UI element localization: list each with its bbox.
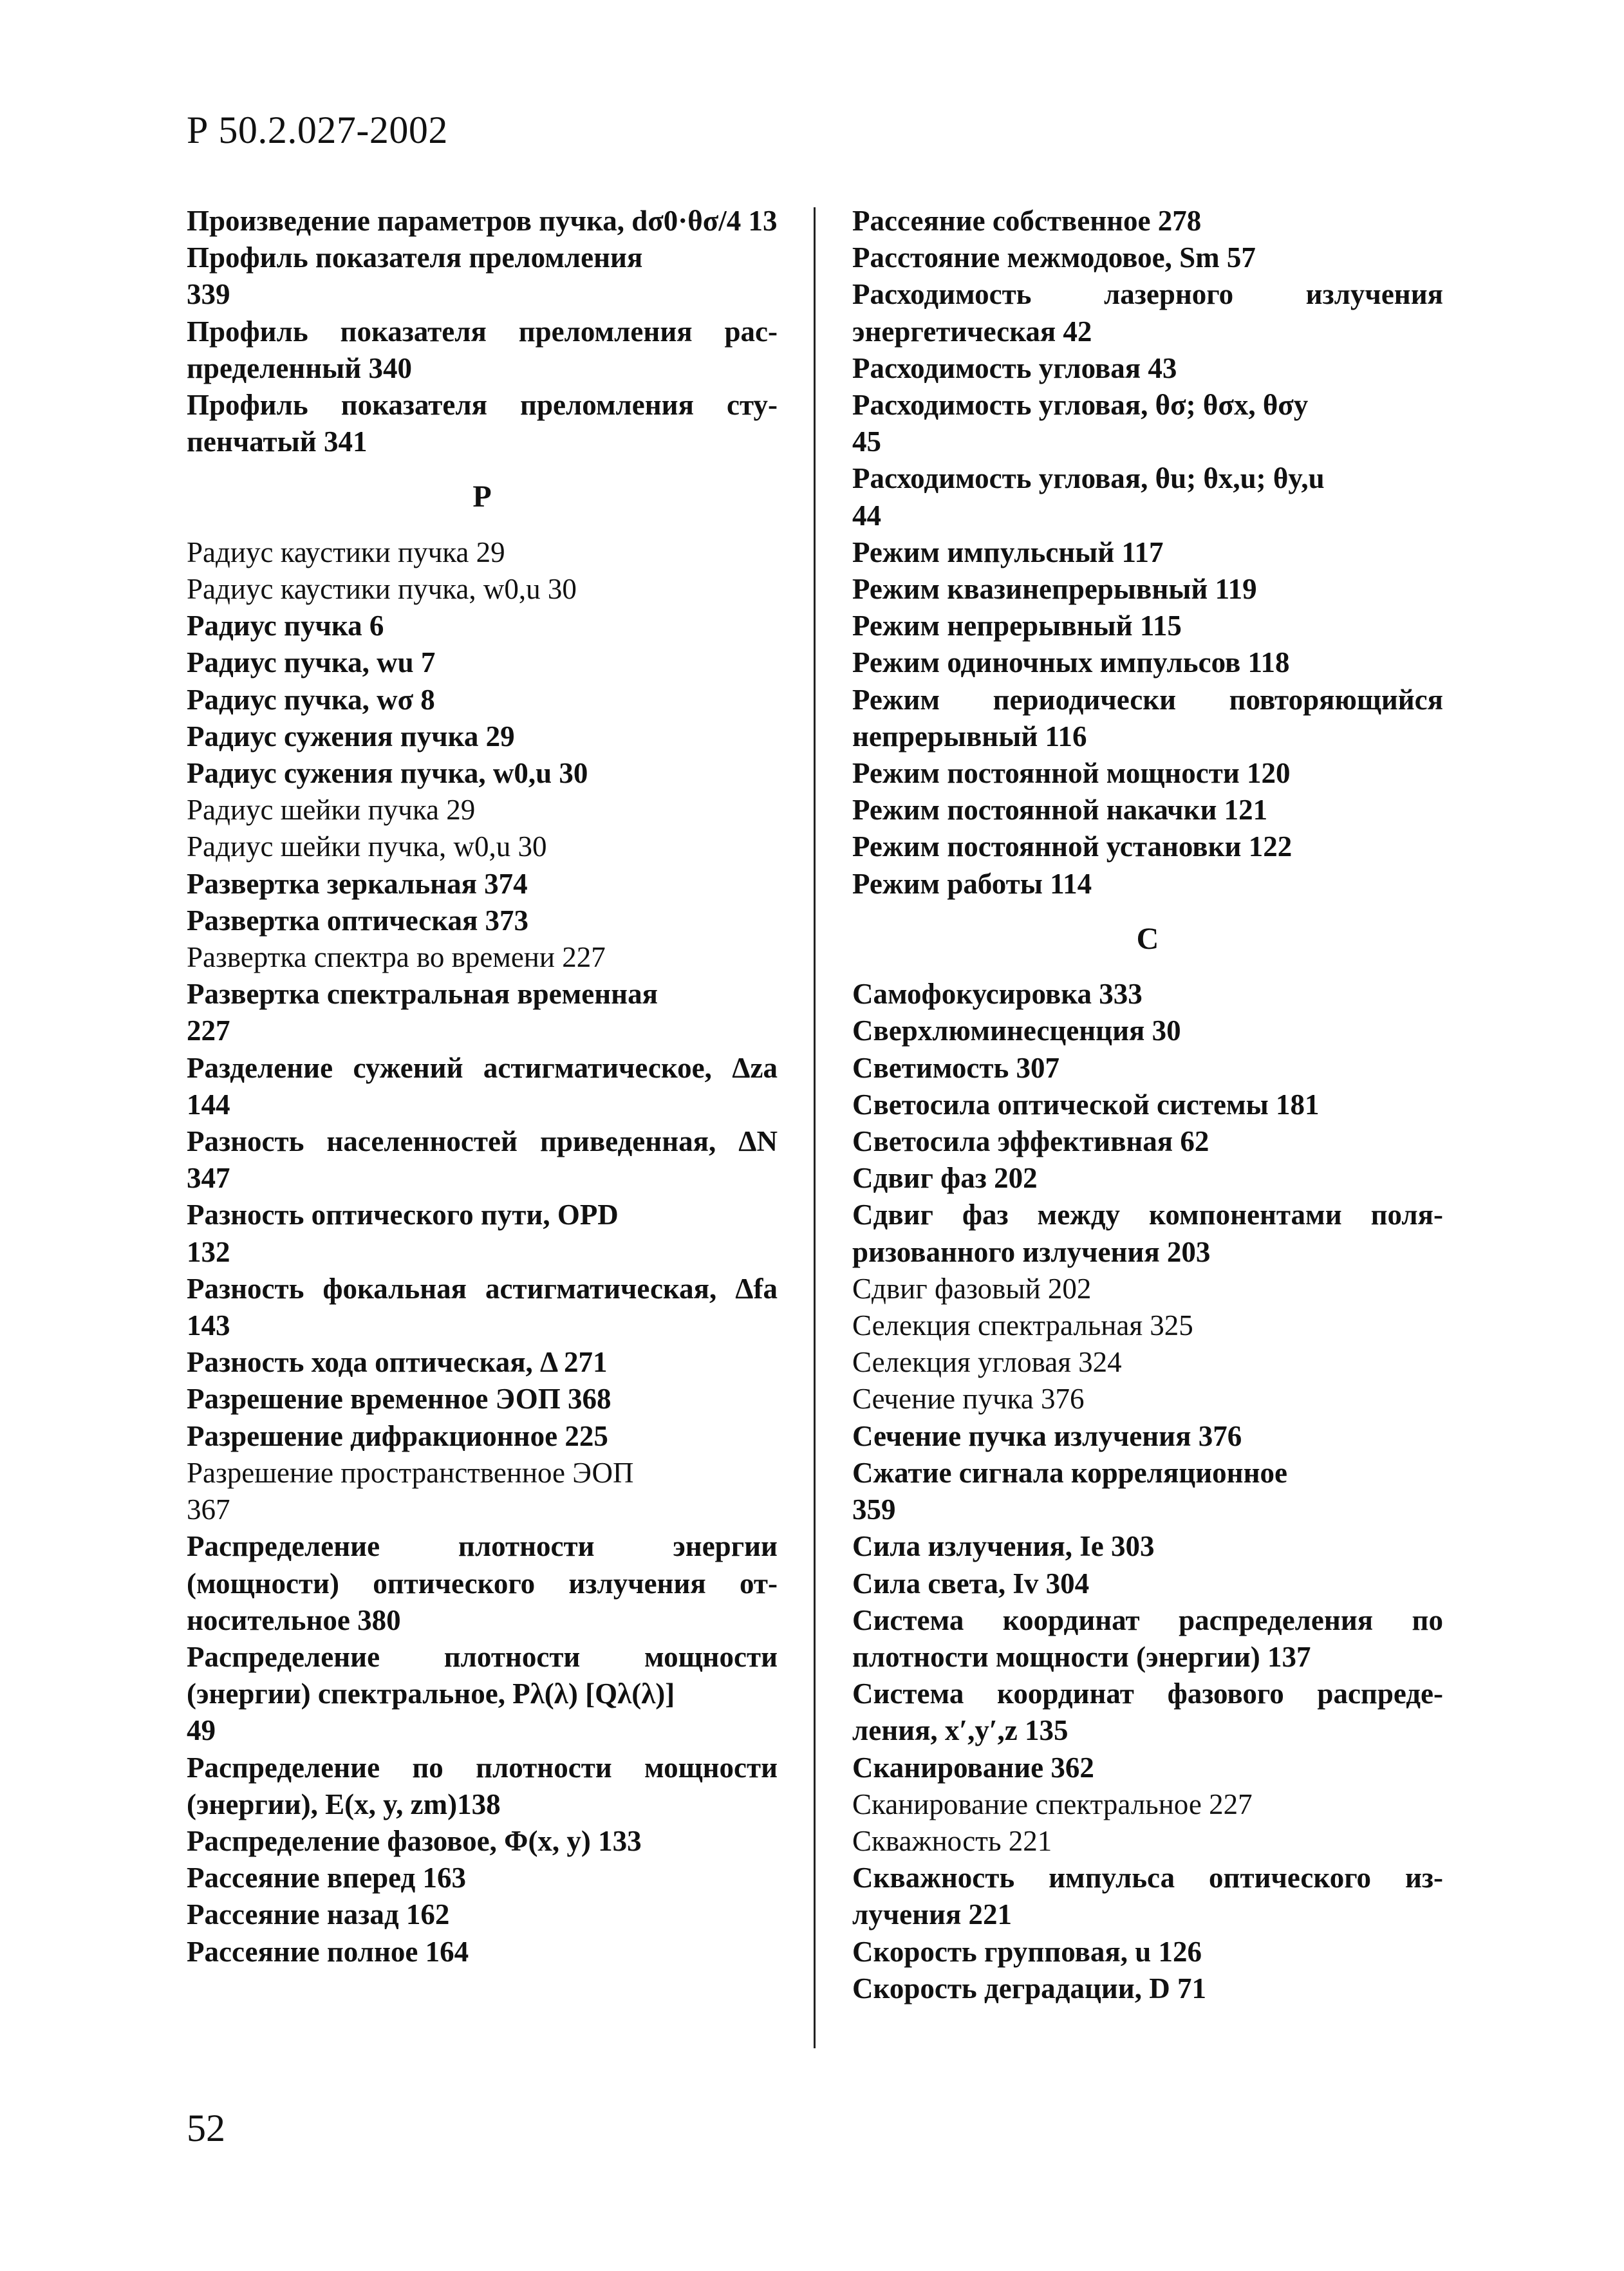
index-entry: Система координат распределения по плотности мощности (энергии) 137 [852,1603,1443,1673]
index-entry: Сила света, Iv 304 [852,1567,1090,1600]
index-entry: Расстояние межмодовое, Sm 57 [852,241,1256,274]
index-entry: Распределение плотности энергии (мощности) оптического излучения от-носительное 380 [187,1530,778,1636]
index-entry: Расходимость угловая 43 [852,351,1177,384]
index-entry: Сжатие сигнала корреляционное 359 [852,1456,1288,1526]
index-entry: Развертка оптическая 373 [187,904,529,937]
index-entry: Развертка спектральная временная 227 [187,978,658,1047]
index-entry: Сканирование 362 [852,1751,1094,1784]
index-entry: Развертка зеркальная 374 [187,867,528,900]
index-entry: Сканирование спектральное 227 [852,1788,1253,1820]
index-entry: Скважность импульса оптического из-лучения 221 [852,1862,1443,1931]
index-entry: Рассеяние собственное 278 [852,205,1202,237]
index-entry: Режим постоянной установки 122 [852,830,1293,863]
index-column-right [852,203,1443,2007]
index-entry: Распределение по плотности мощности (энергии), E(x, y, zm)138 [187,1751,778,1820]
index-entry: Система координат фазового распреде-ления, x′,y′,z 135 [852,1678,1443,1747]
index-entry: Радиус сужения пучка, w0,u 30 [187,757,588,790]
index-entry: Скорость деградации, D 71 [852,1972,1206,2005]
index-entry: Режим постоянной мощности 120 [852,757,1291,790]
index-entry: Рассеяние вперед 163 [187,1862,467,1894]
index-entry: Режим одиночных импульсов 118 [852,646,1290,679]
index-entry: Профиль показателя преломления рас-пределенный 340 [187,315,778,384]
page-number: 52 [187,2107,225,2149]
index-entry: Скважность 221 [852,1824,1052,1857]
index-entry: Разность оптического пути, OPD 132 [187,1199,619,1268]
index-entry: Распределение фазовое, Φ(x, y) 133 [187,1824,642,1857]
column-divider [814,207,816,2048]
index-entry: Сечение пучка 376 [852,1383,1085,1416]
index-entry: Радиус сужения пучка 29 [187,720,515,752]
index-entry: Режим постоянной накачки 121 [852,794,1268,827]
index-entry: Селекция спектральная 325 [852,1309,1193,1342]
index-entry: Радиус пучка, wu 7 [187,646,436,679]
index-entry: Скорость групповая, u 126 [852,1935,1202,1968]
index-entry: Расходимость угловая, θu; θx,u; θy,u 44 [852,462,1325,532]
index-entry: Радиус каустики пучка 29 [187,536,505,568]
index-entry: Расходимость угловая, θσ; θσx, θσy 45 [852,389,1309,458]
index-entry: Сдвиг фаз между компонентами поля-ризованного излучения 203 [852,1199,1443,1268]
index-entry: Сечение пучка излучения 376 [852,1419,1242,1452]
index-entry: Разрешение пространственное ЭОП 367 [187,1456,634,1526]
index-entry: Режим непрерывный 115 [852,610,1182,642]
index-entry: Разрешение дифракционное 225 [187,1419,608,1452]
index-entry: Разделение сужений астигматическое, Δza 144 [187,1051,778,1121]
index-entry: Расходимость лазерного излучения энергетическая 42 [852,278,1443,348]
index-entry: Светосила эффективная 62 [852,1125,1209,1158]
index-entry: Самофокусировка 333 [852,978,1143,1011]
index-entry: Разрешение временное ЭОП 368 [187,1383,611,1416]
index-entry: Режим работы 114 [852,867,1092,900]
section-letter: С [1136,921,1159,956]
index-entry: Разность хода оптическая, Δ 271 [187,1346,608,1379]
index-entry: Рассеяние назад 162 [187,1898,450,1931]
section-letter: Р [472,480,492,514]
document-code: Р 50.2.027-2002 [187,109,448,151]
index-entry: Режим периодически повторяющийся непрерывный 116 [852,683,1443,752]
index-entry: Режим импульсный 117 [852,536,1164,568]
index-entry: Сдвиг фазовый 202 [852,1272,1092,1305]
index-entry: Рассеяние полное 164 [187,1935,469,1968]
index-entry: Радиус пучка, wσ 8 [187,683,435,716]
index-entry: Распределение плотности мощности (энергии) спектральное, Pλ(λ) [Qλ(λ)] 49 [187,1640,778,1747]
index-entry: Профиль показателя преломления 339 [187,241,643,311]
index-entry: Произведение параметров пучка, dσ0·θσ/4 13 [187,205,778,237]
index-entry: Развертка спектра во времени 227 [187,941,606,974]
index-column-left [187,203,778,1970]
index-entry: Светимость 307 [852,1051,1059,1084]
index-entry: Радиус каустики пучка, w0,u 30 [187,573,577,606]
index-entry: Радиус шейки пучка 29 [187,794,476,827]
index-entry: Радиус пучка 6 [187,610,384,642]
index-entry: Селекция угловая 324 [852,1346,1122,1379]
index-entry: Сверхлюминесценция 30 [852,1014,1181,1047]
index-entry: Сила излучения, Ie 303 [852,1530,1155,1563]
index-entry: Профиль показателя преломления сту-пенчатый 341 [187,389,778,458]
index-entry: Радиус шейки пучка, w0,u 30 [187,830,547,863]
index-entry: Режим квазинепрерывный 119 [852,573,1257,606]
index-entry: Разность населенностей приведенная, ΔN 347 [187,1125,778,1195]
index-entry: Разность фокальная астигматическая, Δfa 143 [187,1272,778,1342]
index-entry: Светосила оптической системы 181 [852,1088,1320,1121]
index-entry: Сдвиг фаз 202 [852,1162,1038,1195]
